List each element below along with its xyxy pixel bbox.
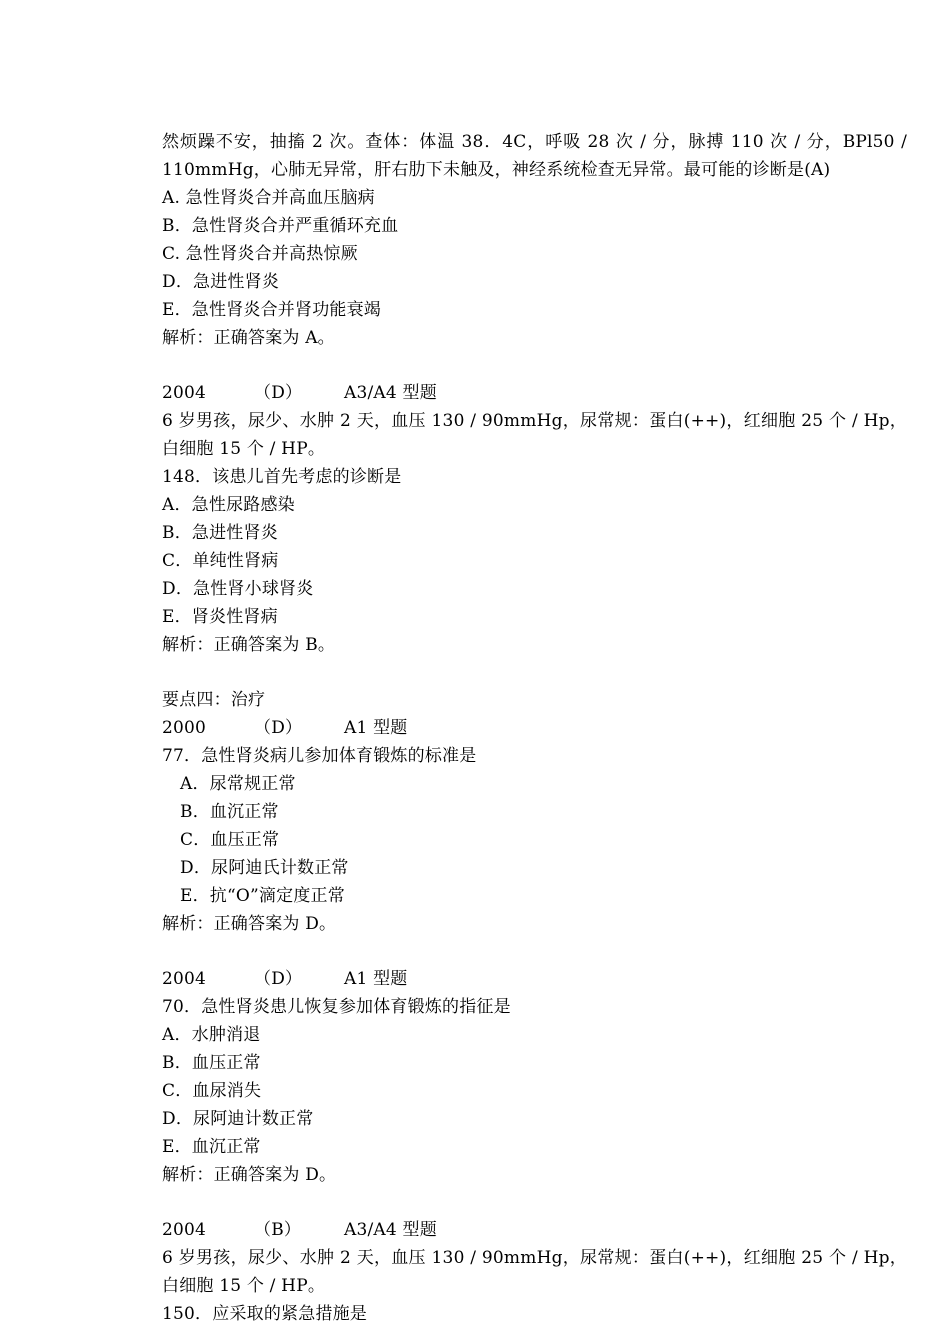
question-text: 然烦躁不安，抽搐 2 次。查体：体温 38．4C，呼吸 28 次 / 分，脉搏 110 次 / 分，BPl50 / 110mmHg，心肺无异常，肝右肋下未触及，神经系统检查无异常。最可能的诊断是(A): [162, 132, 907, 180]
case-text: 6 岁男孩，尿少、水肿 2 天，血压 130 / 90mmHg，尿常规：蛋白(++)，红细胞 25 个 / Hp，白细胞 15 个 / HP。: [162, 1248, 907, 1296]
option-d: D．急性肾小球肾炎: [162, 579, 314, 599]
option-c: C．血尿消失: [162, 1081, 262, 1101]
question-block: [162, 686, 907, 938]
option-d: D．尿阿迪氏计数正常: [180, 858, 349, 878]
blank-line: [162, 1189, 907, 1216]
question-type: A3/A4 型题: [344, 383, 437, 403]
option-e: E．肾炎性肾病: [162, 607, 278, 627]
answer-key: （D）: [254, 718, 303, 738]
option-b: B．急性肾炎合并严重循环充血: [162, 216, 399, 236]
option-a: A. 急性肾炎合并高血压脑病: [162, 188, 375, 208]
exam-year: 2000: [162, 718, 207, 738]
question-text: 77．急性肾炎病儿参加体育锻炼的标准是: [162, 746, 477, 766]
option-d: D．急进性肾炎: [162, 272, 280, 292]
exam-year: 2004: [162, 969, 207, 989]
analysis-text: 解析：正确答案为 D。: [162, 1165, 337, 1185]
option-c: C．单纯性肾病: [162, 551, 279, 571]
option-c: C. 急性肾炎合并高热惊厥: [162, 244, 358, 264]
option-c: C．血压正常: [180, 830, 280, 850]
question-header: [162, 714, 907, 742]
question-block: [162, 128, 907, 352]
question-text: 70．急性肾炎患儿恢复参加体育锻炼的指征是: [162, 997, 511, 1017]
analysis-text: 解析：正确答案为 A。: [162, 328, 335, 348]
question-block: [162, 1216, 907, 1328]
option-e: E．血沉正常: [162, 1137, 261, 1157]
document-content: [162, 128, 907, 1328]
case-text: 6 岁男孩，尿少、水肿 2 天，血压 130 / 90mmHg，尿常规：蛋白(++)，红细胞 25 个 / Hp，白细胞 15 个 / HP。: [162, 411, 907, 459]
question-header: [162, 379, 907, 407]
analysis-text: 解析：正确答案为 B。: [162, 635, 336, 655]
option-b: B．急进性肾炎: [162, 523, 278, 543]
question-header: [162, 1216, 907, 1244]
option-b: B．血沉正常: [180, 802, 279, 822]
question-header: [162, 965, 907, 993]
question-text: 150．应采取的紧急措施是: [162, 1304, 368, 1324]
option-e: E．急性肾炎合并肾功能衰竭: [162, 300, 382, 320]
analysis-text: 解析：正确答案为 D。: [162, 914, 337, 934]
option-a: A．急性尿路感染: [162, 495, 295, 515]
answer-key: （B）: [254, 1220, 302, 1240]
answer-key: （D）: [254, 969, 303, 989]
question-block: [162, 965, 907, 1189]
question-text: 148．该患儿首先考虑的诊断是: [162, 467, 402, 487]
blank-line: [162, 352, 907, 379]
answer-key: （D）: [254, 383, 303, 403]
option-e: E．抗“O”滴定度正常: [180, 886, 345, 906]
exam-year: 2004: [162, 1220, 207, 1240]
question-block: [162, 379, 907, 659]
blank-line: [162, 659, 907, 686]
question-type: A1 型题: [344, 718, 408, 738]
option-b: B．血压正常: [162, 1053, 261, 1073]
blank-line: [162, 938, 907, 965]
exam-year: 2004: [162, 383, 207, 403]
option-d: D．尿阿迪计数正常: [162, 1109, 314, 1129]
option-a: A．水肿消退: [162, 1025, 261, 1045]
question-type: A3/A4 型题: [344, 1220, 437, 1240]
option-a: A．尿常规正常: [180, 774, 296, 794]
section-title: 要点四：治疗: [162, 690, 266, 710]
question-type: A1 型题: [344, 969, 408, 989]
